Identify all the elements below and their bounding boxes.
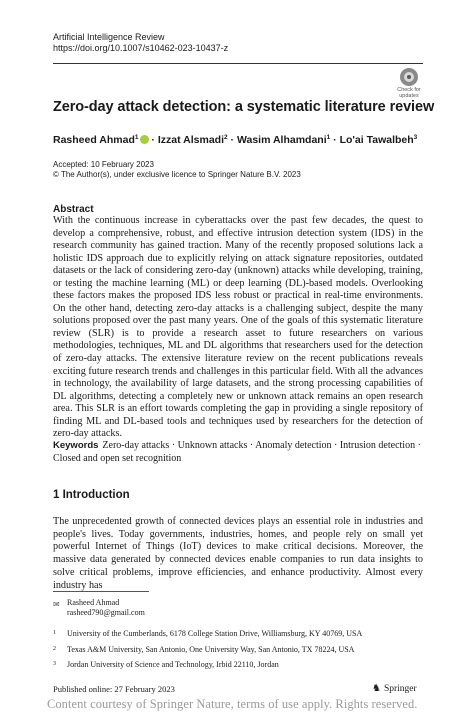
envelope-icon: ✉ xyxy=(53,600,60,609)
author-affiliation-ref: 1 xyxy=(326,134,331,141)
check-updates-label: Check for updates xyxy=(397,87,421,99)
affiliation-item: 3 Jordan University of Science and Technology, Irbid 22110, Jordan xyxy=(53,660,279,669)
copyright-notice: © The Author(s), under exclusive licence to Springer Nature B.V. 2023 xyxy=(53,170,301,179)
section-heading-introduction: 1 Introduction xyxy=(53,489,130,501)
author-separator: · xyxy=(148,134,158,146)
accepted-date: Accepted: 10 February 2023 xyxy=(53,160,154,169)
author-name[interactable]: Lo'ai Tawalbeh xyxy=(339,134,414,146)
keywords-block xyxy=(53,440,425,465)
author-affiliation-ref: 2 xyxy=(224,134,228,141)
check-updates-icon xyxy=(400,68,418,86)
author-affiliation-ref: 3 xyxy=(413,134,418,141)
corresponding-author-name: Rasheed Ahmad xyxy=(67,598,120,607)
publisher-logo: ♞ Springer xyxy=(372,683,417,694)
affiliation-item: 2 Texas A&M University, San Antonio, One University Way, San Antonio, TX 78224, USA xyxy=(53,645,355,654)
header-rule xyxy=(53,63,423,64)
introduction-text: The unprecedented growth of connected devices plays an essential role in industries and people's lives. Today governments, industries, homes, and people rely on small yet powerful Internet of Things (IoT) devices to make critical decisions. Moreover, the massive data generated by connected devices enable companies to run data insights to solve critical problems, improve efficiencies, and enhance productivity. Almost every industry has xyxy=(53,516,423,591)
author-name[interactable]: Rasheed Ahmad xyxy=(53,134,135,146)
published-online-date: Published online: 27 February 2023 xyxy=(53,684,175,694)
author-name[interactable]: Izzat Alsmadi xyxy=(157,134,224,146)
footnote-rule xyxy=(53,591,149,592)
abstract-heading: Abstract xyxy=(53,204,94,215)
author-separator: · xyxy=(227,134,237,146)
springer-horse-icon: ♞ xyxy=(372,683,381,694)
journal-name: Artificial Intelligence Review xyxy=(53,32,165,42)
author-separator: · xyxy=(330,134,340,146)
content-courtesy-watermark: Content courtesy of Springer Nature, terms of use apply. Rights reserved. xyxy=(47,697,418,711)
keywords-label: Keywords xyxy=(53,440,99,451)
corresponding-author-email[interactable]: rasheed790@gmail.com xyxy=(67,608,145,617)
orcid-icon[interactable] xyxy=(140,135,149,144)
keywords-list: Zero-day attacks · Unknown attacks · Anomaly detection · Intrusion detection · Closed and open set recognition xyxy=(53,440,421,464)
author-affiliation-ref: 1 xyxy=(134,134,139,141)
doi-link[interactable]: https://doi.org/10.1007/s10462-023-10437-z xyxy=(53,43,229,53)
author-name[interactable]: Wasim Alhamdani xyxy=(236,134,327,146)
affiliation-item: 1 University of the Cumberlands, 6178 College Station Drive, Williamsburg, KY 40769, USA xyxy=(53,629,363,638)
check-for-updates-badge[interactable] xyxy=(392,68,424,102)
author-list xyxy=(53,131,417,147)
abstract-text: With the continuous increase in cyberattacks over the past few decades, the quest to develop a comprehensive, robust, and effective intrusion detection system (IDS) in the research community has gained traction. Many of the recently proposed solutions lack a holistic IDS approach due to explicitly relying on attack signature repositories, outdated datasets or the lack of considering zero-day (unknown) attacks while developing, training, or testing the machine learning (ML) or deep learning (DL)-based models. Overlooking these factors makes the proposed IDS less robust or practical in real-time environments. On the other hand, detecting zero-day attacks is a challenging subject, despite the many solutions proposed over the past many years. One of the goals of this systematic literature review (SLR) is to provide a research asset to future researchers on various methodologies, techniques, ML and DL algorithms that researchers used for the detection of zero-day attacks. The extensive literature review on the recent publications reveals exciting future research trends and challenges in this particular field. With all the advances in technology, the availability of large datasets, and the strong processing capabilities of DL algorithms, detecting a completely new or unknown attack remains an open research area. This SLR is an effort towards completing the gap in providing a single repository of finding ML and DL-based tools and techniques used by researchers for the detection of zero-day attacks. xyxy=(53,215,423,440)
paper-title: Zero-day attack detection: a systematic literature review xyxy=(53,99,435,115)
